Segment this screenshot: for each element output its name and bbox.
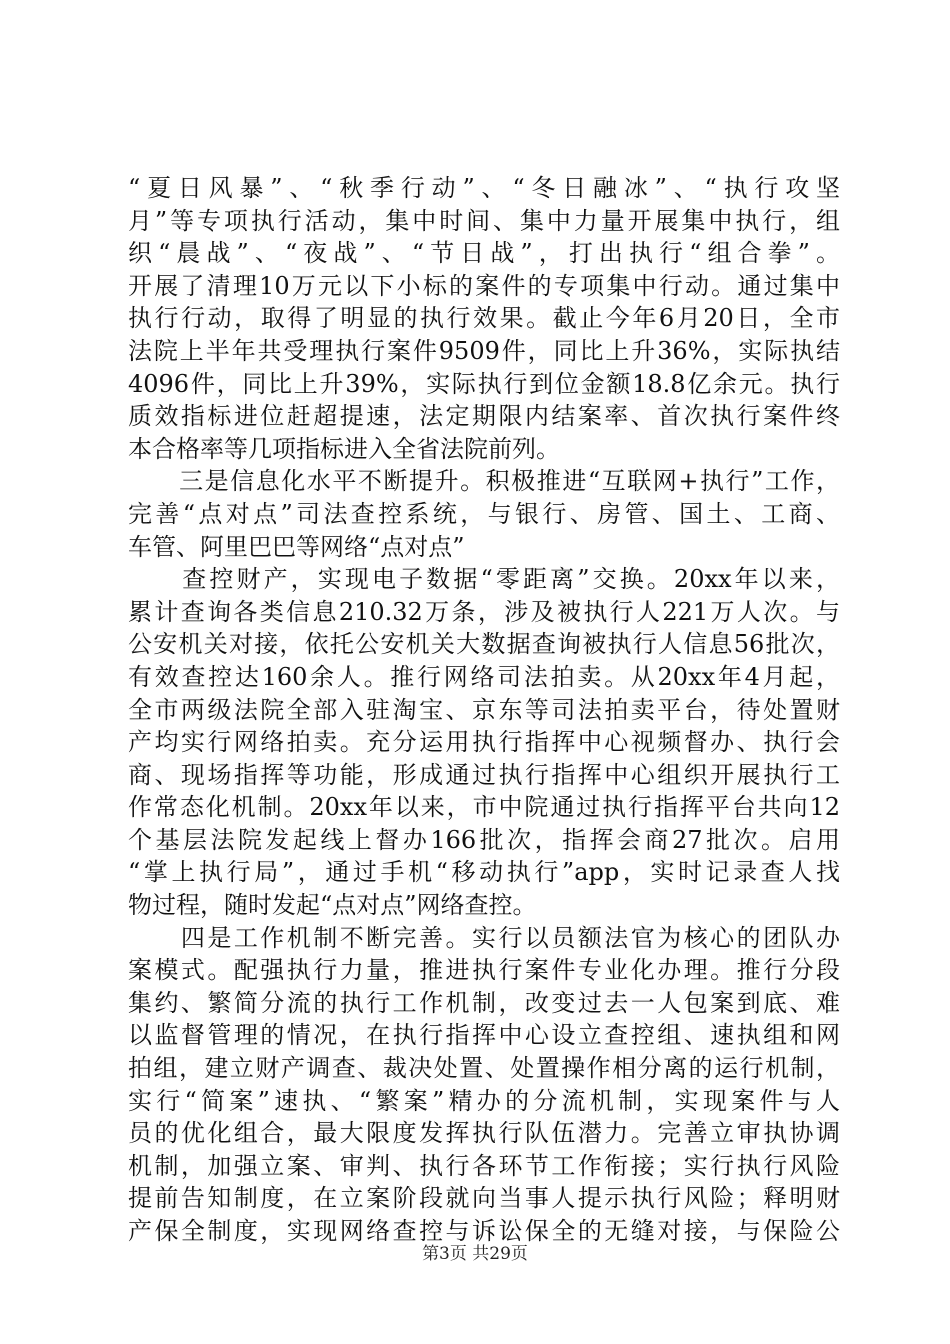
text-line: 案模式。配强执行力量，推进执行案件专业化办理。推行分段 (128, 956, 840, 985)
text-line: “夏日风暴”、“秋季行动”、“冬日融冰”、“执行攻坚 (128, 174, 840, 202)
text-line: 集约、繁简分流的执行工作机制，改变过去一人包案到底、难 (128, 988, 840, 1017)
text-line: 员的优化组合，最大限度发挥执行队伍潜力。完善立审执协调 (128, 1119, 840, 1148)
text-line: 商、现场指挥等功能，形成通过执行指挥中心组织开展执行工 (128, 760, 840, 789)
text-line: 车管、阿里巴巴等网络“点对点” (128, 532, 465, 561)
text-line: 作常态化机制。20xx年以来，市中院通过执行指挥平台共向12 (128, 793, 840, 822)
text-line: 有效查控达160余人。推行网络司法拍卖。从20xx年4月起， (128, 662, 840, 691)
text-line: 三是信息化水平不断提升。积极推进“互联网+执行”工作， (128, 467, 840, 496)
text-line: 物过程，随时发起“点对点”网络查控。 (128, 891, 537, 920)
text-line: 织“晨战”、“夜战”、“节日战”，打出执行“组合拳”。 (128, 239, 840, 268)
text-line: 质效指标进位赶超提速，法定期限内结案率、首次执行案件终 (128, 402, 840, 431)
page-footer: 第3页 共29页 (422, 1244, 528, 1264)
text-line: 机制，加强立案、审判、执行各环节工作衔接；实行执行风险 (128, 1151, 840, 1180)
text-line: 拍组，建立财产调查、裁决处置、处置操作相分离的运行机制， (128, 1054, 840, 1083)
text-line: 全市两级法院全部入驻淘宝、京东等司法拍卖平台，待处置财 (128, 695, 840, 724)
text-line: 实行“简案”速执、“繁案”精办的分流机制，实现案件与人 (128, 1086, 840, 1115)
text-line: 本合格率等几项指标进入全省法院前列。 (128, 434, 560, 463)
text-line: 四是工作机制不断完善。实行以员额法官为核心的团队办 (128, 923, 840, 952)
text-line: 开展了清理10万元以下小标的案件的专项集中行动。通过集中 (128, 271, 840, 300)
text-line: 执行行动，取得了明显的执行效果。截止今年6月20日，全市 (128, 304, 840, 333)
text-line: 个基层法院发起线上督办166批次，指挥会商27批次。启用 (128, 825, 840, 854)
text-line: 提前告知制度，在立案阶段就向当事人提示执行风险；释明财 (128, 1184, 840, 1213)
text-line: 法院上半年共受理执行案件9509件，同比上升36%，实际执结 (128, 336, 840, 365)
text-line: “掌上执行局”，通过手机“移动执行”app，实时记录查人找 (128, 858, 840, 887)
text-line: 公安机关对接，依托公安机关大数据查询被执行人信息56批次， (128, 630, 840, 659)
document-body (128, 172, 840, 1248)
text-line: 产保全制度，实现网络查控与诉讼保全的无缝对接，与保险公 (128, 1217, 840, 1245)
text-line: 查控财产，实现电子数据“零距离”交换。20xx年以来， (128, 565, 840, 594)
text-line: 月”等专项执行活动，集中时间、集中力量开展集中执行，组 (128, 206, 840, 235)
text-line: 4096件，同比上升39%，实际执行到位金额18.8亿余元。执行 (128, 369, 840, 398)
text-line: 累计查询各类信息210.32万条，涉及被执行人221万人次。与 (128, 597, 840, 626)
text-line: 以监督管理的情况，在执行指挥中心设立查控组、速执组和网 (128, 1021, 840, 1050)
text-line: 完善“点对点”司法查控系统，与银行、房管、国土、工商、 (128, 499, 840, 528)
text-line: 产均实行网络拍卖。充分运用执行指挥中心视频督办、执行会 (128, 728, 840, 757)
